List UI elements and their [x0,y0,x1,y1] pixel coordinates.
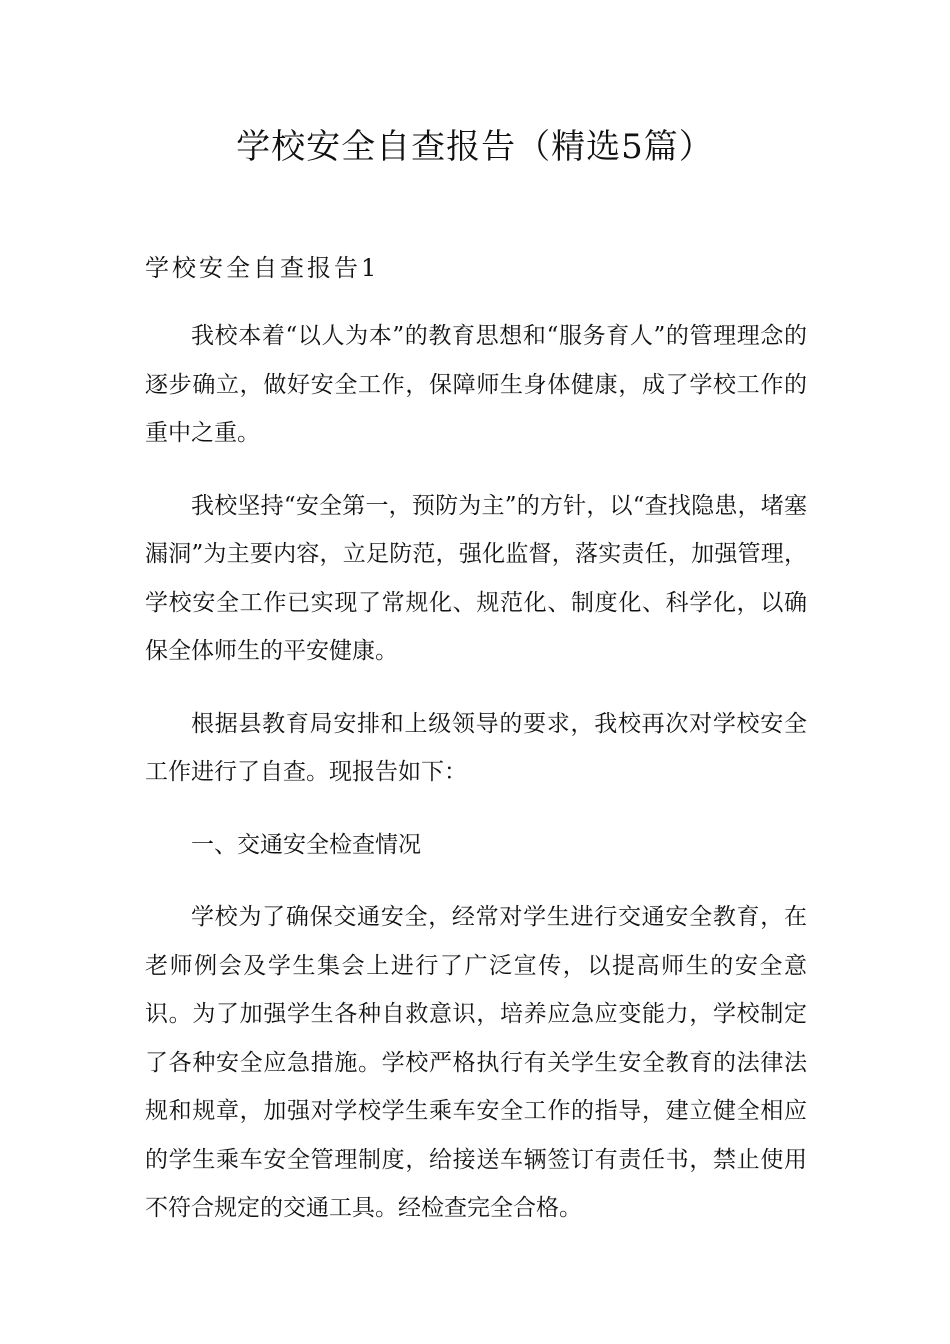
subsection-heading-traffic: 一、交通安全检查情况 [191,831,421,858]
document-body [145,312,807,1257]
paragraph-traffic-safety: 学校为了确保交通安全，经常对学生进行交通安全教育，在老师例会及学生集会上进行了广泛宣传，以提高师生的安全意识。为了加强学生各种自救意识，培养应急应变能力，学校制定了各种安全应急措施。学校严格执行有关学生安全教育的法律法规和规章，加强对学校学生乘车安全工作的指导，建立健全相应的学生乘车安全管理制度，给接送车辆签订有责任书，禁止使用不符合规定的交通工具。经检查完全合格。 [145,904,807,1221]
document-title: 学校安全自查报告（精选5篇） [236,127,714,167]
paragraph-intro: 我校本着“以人为本”的教育思想和“服务育人”的管理理念的逐步确立，做好安全工作，保障师生身体健康，成了学校工作的重中之重。 [145,323,807,446]
paragraph-report-basis: 根据县教育局安排和上级领导的要求，我校再次对学校安全工作进行了自查。现报告如下： [145,710,807,785]
section-heading: 学校安全自查报告1 [145,254,380,282]
paragraph-policy: 我校坚持“安全第一，预防为主”的方针，以“查找隐患，堵塞漏洞”为主要内容，立足防范，强化监督，落实责任，加强管理，学校安全工作已实现了常规化、规范化、制度化、科学化，以确保全体师生的平安健康。 [145,492,807,664]
